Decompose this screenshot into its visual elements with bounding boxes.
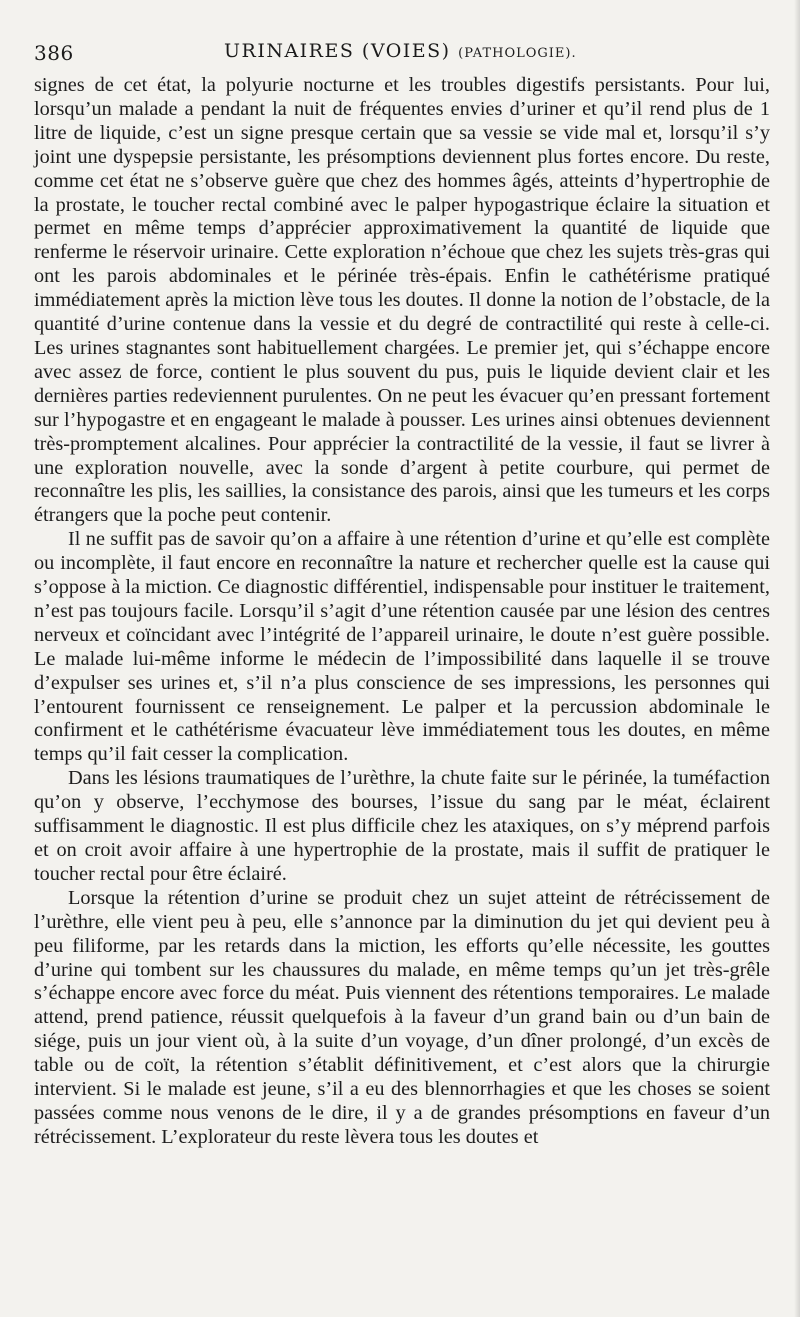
- paragraph-2: Il ne suffit pas de savoir qu’on a affaire à une rétention d’urine et qu’elle est complète ou incomplète, il faut encore en reconnaître la nature et rechercher quelle est la cause qui s’oppose à la miction. Ce diagnostic différentiel, indispensable pour instituer le traitement, n’est pas toujours facile. Lorsqu’il s’agit d’une rétention causée par une lésion des centres nerveux et coïncidant avec l’intégrité de l’appareil urinaire, le doute n’est guère possible. Le malade lui-même informe le médecin de l’impossibilité dans laquelle il se trouve d’expulser ses urines et, s’il n’a plus conscience de ses impressions, les personnes qui l’entourent fournissent ce renseignement. Le palper et la percussion abdominale le confirment et le cathétérisme évacuateur lève immédiatement tous les doutes, en même temps qu’il fait cesser la complication.: [34, 528, 770, 766]
- running-head-subtitle: (PATHOLOGIE).: [458, 46, 577, 61]
- page-edge-shadow: [794, 0, 800, 1317]
- paragraph-4: Lorsque la rétention d’urine se produit chez un sujet atteint de rétrécissement de l’urèthre, elle vient peu à peu, elle s’annonce par la diminution du jet qui devient peu à peu filiforme, par les retards dans la miction, les efforts qu’elle nécessite, les gouttes d’urine qui tombent sur les chaussures du malade, en même temps qu’un jet très-grêle s’échappe encore avec force du méat. Puis viennent des rétentions temporaires. Le malade attend, prend patience, réussit quelquefois à la faveur d’un grand bain ou d’un bain de siége, puis un jour vient où, à la suite d’un voyage, d’un dîner prolongé, d’un excès de table ou de coït, la rétention s’établit définitivement, et c’est alors que la chirurgie intervient. Si le malade est jeune, s’il a eu des blennorrhagies et que les choses se soient passées comme nous venons de le dire, il y a de grandes présomptions en faveur d’un rétrécissement. L’explorateur du reste lèvera tous les doutes et: [34, 886, 770, 1148]
- paragraph-3: Dans les lésions traumatiques de l’urèthre, la chute faite sur le périnée, la tuméfaction qu’on y observe, l’ecchymose des bourses, l’issue du sang par le méat, éclairent suffisamment le diagnostic. Il est plus difficile chez les ataxiques, on s’y méprend parfois et on croit avoir affaire à une hypertrophie de la prostate, mais il suffit de pratiquer le toucher rectal pour être éclairé.: [34, 767, 770, 885]
- paragraph-1: signes de cet état, la polyurie nocturne et les troubles digestifs persistants. Pour lui, lorsqu’un malade a pendant la nuit de fréquentes envies d’uriner et qu’il rend plus de 1 litre de liquide, c’est un signe presque certain que sa vessie se vide mal et, lorsqu’il s’y joint une dyspepsie persistante, les présomptions deviennent plus fortes encore. Du reste, comme cet état ne s’observe guère que chez des hommes âgés, atteints d’hypertrophie de la prostate, le toucher rectal combiné avec le palper hypogastrique éclaire la situation et permet en même temps d’apprécier approximativement la quantité de liquide que renferme le réservoir urinaire. Cette exploration n’échoue que chez les sujets très-gras qui ont les parois abdominales et le périnée très-épais. Enfin le cathétérisme pratiqué immédiatement après la miction lève tous les doutes. Il donne la notion de l’obstacle, de la quantité d’urine contenue dans la vessie et du degré de contractilité qui reste à celle-ci. Les urines stagnantes sont habituellement chargées. Le premier jet, qui s’échappe encore avec assez de force, contient le plus souvent du pus, puis le liquide devient clair et les dernières parties redeviennent purulentes. On ne peut les évacuer qu’en pressant fortement sur l’hypogastre et en engageant le malade à pousser. Les urines ainsi obtenues deviennent très-promptement alcalines. Pour apprécier la contractilité de la vessie, il faut se livrer à une exploration nouvelle, avec la sonde d’argent à petite courbure, qui permet de reconnaître les plis, les saillies, la consistance des parois, ainsi que les tumeurs et les corps étrangers que la poche peut contenir.: [34, 74, 770, 527]
- running-head: [224, 40, 577, 62]
- body-text: [34, 74, 770, 1150]
- page-header: [34, 38, 774, 68]
- running-head-title: URINAIRES (VOIES): [224, 40, 451, 62]
- page-number: 386: [34, 41, 74, 65]
